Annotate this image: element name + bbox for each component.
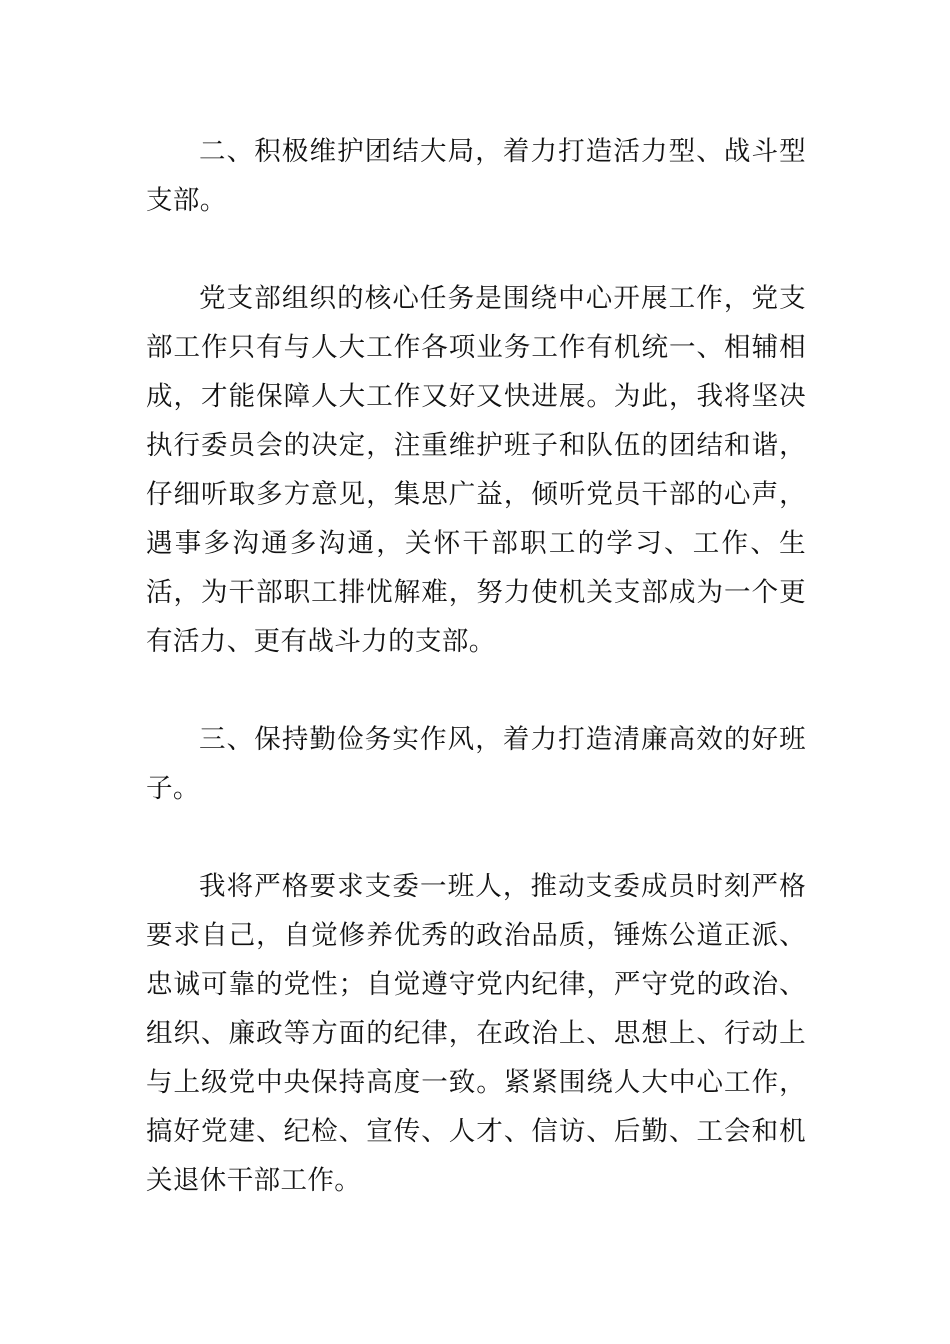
section-heading-3: 三、保持勤俭务实作风，着力打造清廉高效的好班子。 — [146, 724, 806, 804]
paragraph-gap — [146, 666, 806, 715]
paragraph-gap — [146, 813, 806, 862]
body-paragraph-1: 党支部组织的核心任务是围绕中心开展工作，党支部工作只有与人大工作各项业务工作有机统一、相辅相成，才能保障人大工作又好又快进展。为此，我将坚决执行委员会的决定，注重维护班子和队伍的团结和谐，仔细听取多方意见，集思广益，倾听党员干部的心声，遇事多沟通多沟通，关怀干部职工的学习、工作、生活，为干部职工排忧解难，努力使机关支部成为一个更有活力、更有战斗力的支部。 — [146, 283, 806, 657]
body-paragraph-2: 我将严格要求支委一班人，推动支委成员时刻严格要求自己，自觉修养优秀的政治品质，锤炼公道正派、忠诚可靠的党性；自觉遵守党内纪律，严守党的政治、组织、廉政等方面的纪律，在政治上、思想上、行动上与上级党中央保持高度一致。紧紧围绕人大中心工作，搞好党建、纪检、宣传、人才、信访、后勤、工会和机关退休干部工作。 — [146, 871, 806, 1196]
section-heading-2: 二、积极维护团结大局，着力打造活力型、战斗型支部。 — [146, 136, 806, 216]
paragraph-gap — [146, 225, 806, 274]
document-body — [146, 127, 806, 1205]
